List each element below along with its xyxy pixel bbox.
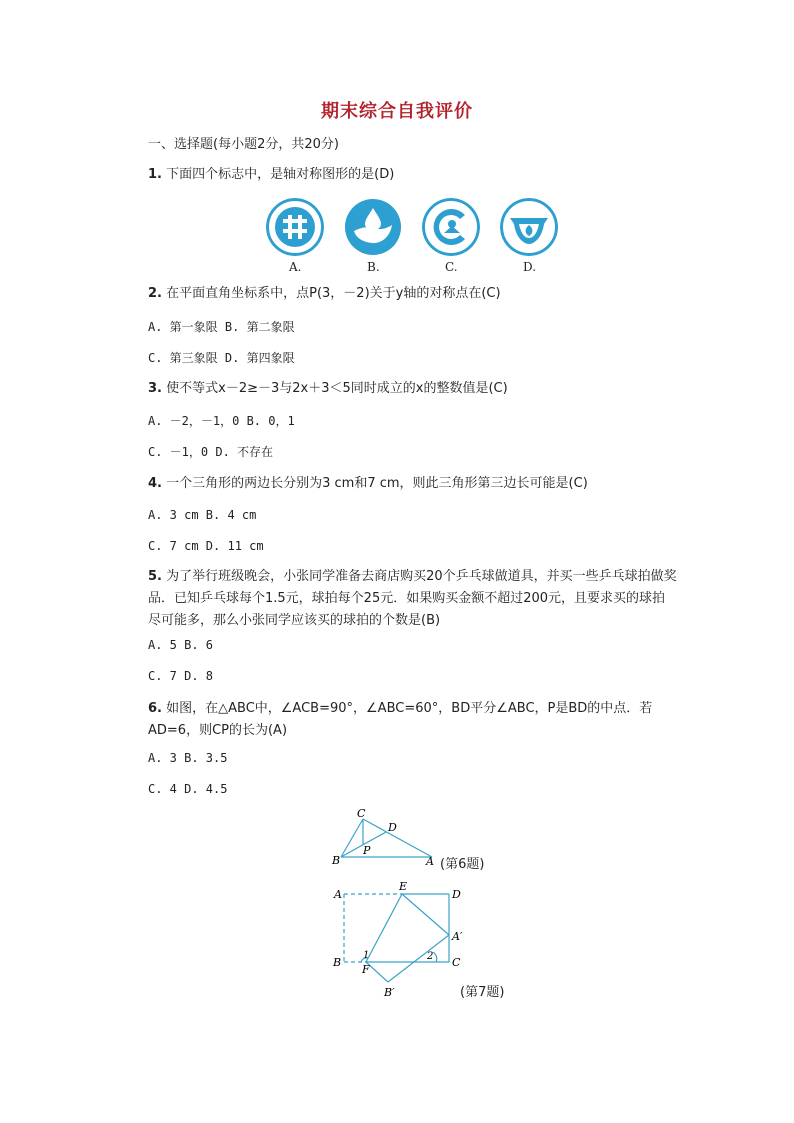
question-3 [148,380,508,398]
edge-a2b2 [388,935,449,982]
label-d: D [452,888,461,901]
option-label: B. [367,260,380,274]
question-number: 4. [148,476,162,491]
logo-d-icon [500,198,558,256]
option-label: A. [289,260,302,274]
label-c: C [452,956,461,969]
answer-options: C. 第三象限 D. 第四象限 [148,351,295,365]
question-number: 3. [148,381,162,396]
angle-2-arc [433,952,437,962]
question-text: 在平面直角坐标系中，点P(3，－2)关于y轴的对称点在(C) [166,286,501,301]
question-6 [148,698,678,742]
section-heading: 一、选择题(每小题2分，共20分) [148,137,339,152]
option-label: D. [523,260,537,274]
logo-b-icon [344,198,402,256]
label-a-prime: A′ [452,930,463,943]
answer-options: C. 4 D. 4.5 [148,782,228,796]
question-5 [148,566,678,632]
logo-c-icon [422,198,480,256]
question-number: 6. [148,701,162,716]
question-text: 如图，在△ABC中，∠ACB=90°，∠ABC=60°，BD平分∠ABC，P是BD的中点．若AD=6，则CP的长为(A) [148,701,653,738]
answer-options: A. －2，－1，0 B. 0，1 [148,414,295,428]
edge-ca [363,819,432,857]
label-e: E [399,880,408,893]
figure-7-caption: (第7题) [460,985,505,1000]
question-text: 为了举行班级晚会，小张同学准备去商店购买20个乒乓球做道具，并买一些乒乓球拍做奖品．已知乒乓球每个1.5元，球拍每个25元．如果购买金额不超过200元，且要求买的球拍尽可能多，那么小张同学应该买的球拍的个数是(B) [148,569,677,628]
label-c: C [357,807,366,820]
label-d: D [388,821,397,834]
question-1 [148,166,394,184]
question-number: 1. [148,167,162,182]
answer-options: A. 5 B. 6 [148,638,214,652]
figure-6-caption: (第6题) [440,857,485,872]
label-angle-2: 2 [427,951,434,962]
answer-options: A. 3 cm B. 4 cm [148,508,257,522]
answer-options: C. －1，0 D. 不存在 [148,445,274,459]
label-p: P [363,844,371,857]
label-angle-1: 1 [363,950,370,961]
edge-ea2 [402,894,449,935]
question-text: 一个三角形的两边长分别为3 cm和7 cm，则此三角形第三边长可能是(C) [166,476,588,491]
label-b: B [333,956,342,969]
label-a: A [426,855,434,868]
label-b-prime: B′ [384,986,395,999]
question-4 [148,475,588,493]
question-number: 5. [148,569,162,584]
figure-7-folded-rectangle [328,878,468,1000]
question-2 [148,285,501,303]
label-b: B [332,854,341,867]
page-title: 期末综合自我评价 [321,101,473,122]
answer-options: C. 7 D. 8 [148,669,214,683]
label-a: A [334,888,342,901]
label-f: F [362,963,370,976]
question-number: 2. [148,286,162,301]
logo-a-icon [266,198,324,256]
question-text: 使不等式x－2≥－3与2x＋3＜5同时成立的x的整数值是(C) [166,381,508,396]
option-label: C. [445,260,458,274]
figure-6-triangle [326,806,438,868]
answer-options: C. 7 cm D. 11 cm [148,539,264,553]
answer-options: A. 3 B. 3.5 [148,751,228,765]
answer-options: A. 第一象限 B. 第二象限 [148,320,295,334]
fold-ef [366,894,402,962]
question-text: 下面四个标志中，是轴对称图形的是(D) [166,167,395,182]
